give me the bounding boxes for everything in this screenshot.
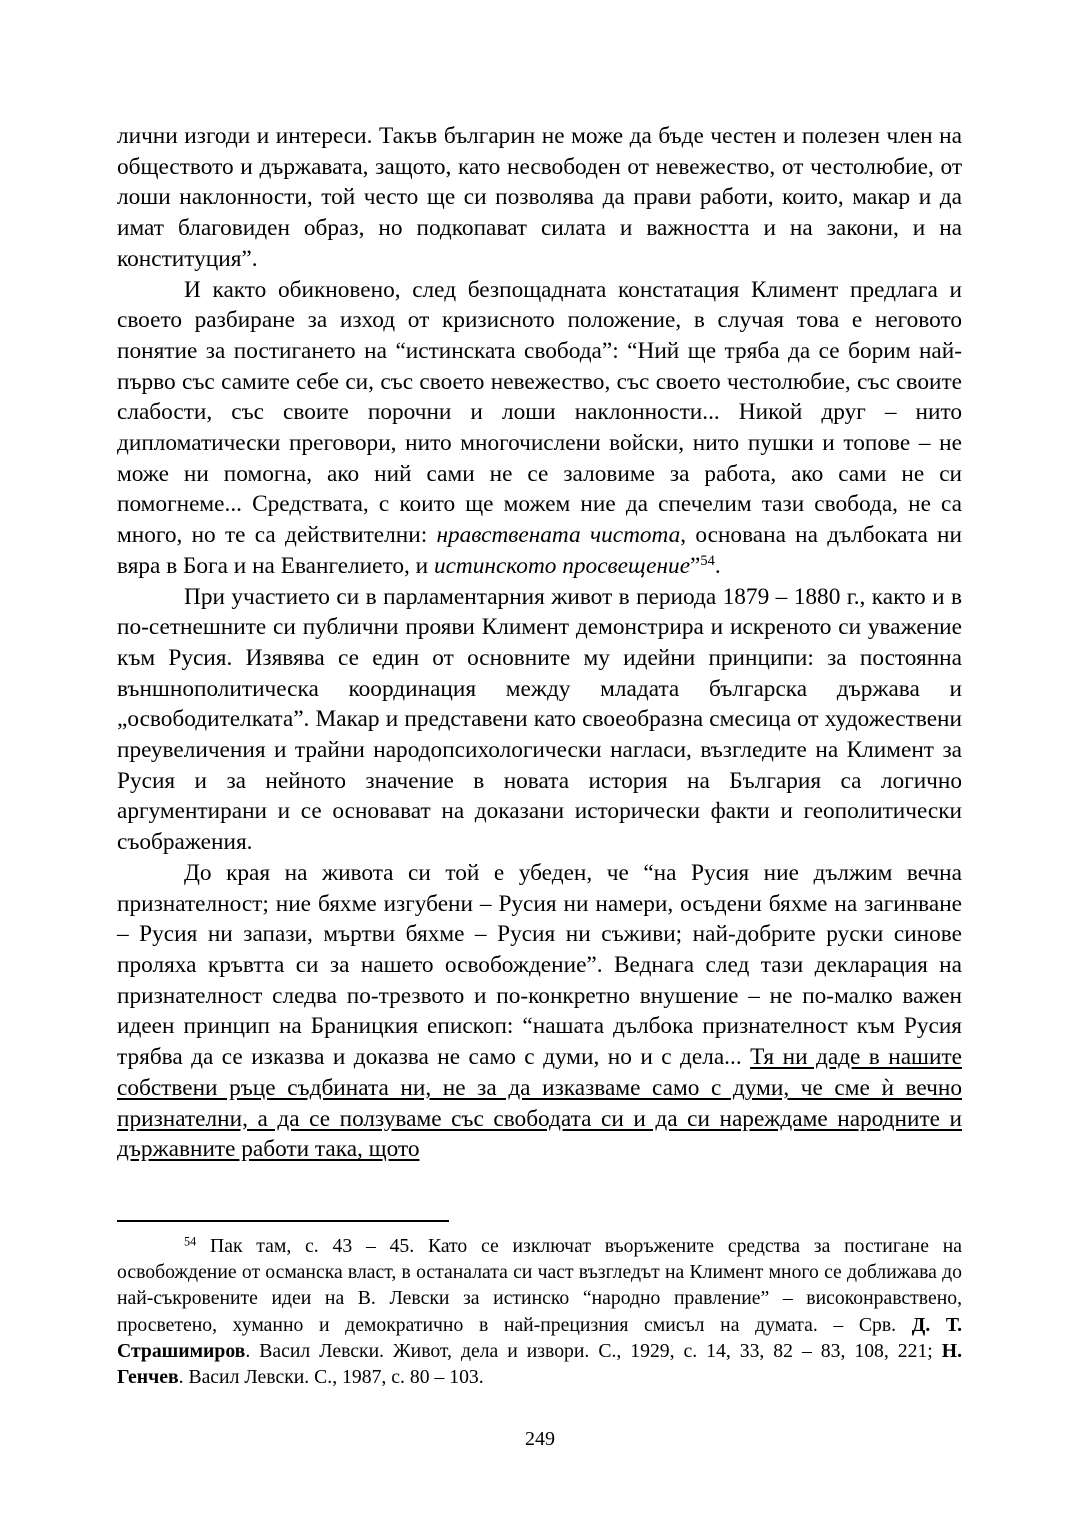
paragraph-1 [117, 121, 962, 275]
main-text [117, 121, 962, 1165]
paragraph-3-text: При участието си в парламентарния живот в периода 1879 – 1880 г., както и в по-сетнешните си публични прояви Климент демонстрира и искреното си уважение към Русия. Изявява се един от основните му идейни принципи: за постоянна външнополитическа координация между младата българска държава и „освободителката”. Макар и представени като своеобразна смесица от художествени преувеличения и трайни народопсихологически нагласи, възгледите на Климент за Русия и за нейното значение в новата история на България са логично аргументирани и се основават на доказани исторически факти и геополитически съображения. [117, 583, 962, 856]
paragraph-2-text: И както обикновено, след безпощадната констатация Климент предлага и своето разбиране за изход от кризисното положение, в случая това е неговото понятие за постигането на “истинската свобода”: “Ний ще тряба да се борим най-първо със самите себе си, със своето невежество, със своето честолюбие, със своите слабости, със своите порочни и лоши наклонности... Никой друг – нито дипломатически преговори, нито многочислени войски, нито пушки и топове – не може ни помогна, ако ний сами не се заловиме за работа, ако сами не си помогнеме... Средствата, с които ще можем ние да спечелим тази свобода, не са много, но те са действителни: [117, 276, 962, 549]
page-number: 249 [525, 1428, 555, 1450]
footnote-separator [117, 1220, 449, 1222]
paragraph-1-text: лични изгоди и интереси. Такъв българин не може да бъде честен и полезен член на обществото и държавата, защото, като несвободен от невежество, от честолюбие, от лоши наклонности, той често ще си позволява да прави работи, които, макар и да имат благовиден образ, но подкопават силата и важността и на закони, и на конституция”. [117, 123, 962, 272]
paragraph-2-close-quote: ” [690, 552, 701, 579]
paragraph-2-end: . [714, 552, 721, 579]
paragraph-2-middle: , основана на дълбоката ни вяра в Бога и на Евангелието, и [117, 522, 962, 579]
footnote-author-strashimirov: Д. Т. Страшимиров [117, 1313, 962, 1362]
emphasis-moral-purity: нравствената чистота [436, 522, 681, 549]
footnote-text-2: . Васил Левски. Живот, дела и извори. С., 1929, с. 14, 33, 82 – 83, 108, 221; [245, 1339, 942, 1362]
emphasis-true-enlightenment: истинското просвещение [433, 552, 691, 579]
footnote-text-3: . Васил Левски. С., 1987, с. 80 – 103. [178, 1366, 484, 1389]
footnote-number: 54 [184, 1234, 197, 1249]
underlined-quote: Тя ни даде в нашите собствени ръце съдбината ни, не за да изказваме само с думи, че сме ѝ вечно признателни, а да се ползуваме със свободата си и да си нареждаме народните и държавните работи така, щото [117, 1044, 962, 1163]
paragraph-2 [117, 275, 962, 582]
footnote-author-genchev: Н. Генчев [117, 1339, 962, 1389]
footnote [117, 1233, 962, 1390]
footnote-54 [117, 1233, 962, 1390]
footnote-text-1: Пак там, с. 43 – 45. Като се изключат въоръжените средства за постигане на освобождение от османска власт, в останалата си част възгледът на Климент много се доближава до най-съкровените идеи на В. Левски за истинско “народно правление” – високонравствено, просветено, хуманно и демократично в най-прецизния смисъл на думата. – Срв. [117, 1235, 962, 1336]
paragraph-3 [117, 582, 962, 858]
paragraph-4 [117, 858, 962, 1165]
footnote-reference[interactable]: 54 [700, 552, 715, 569]
paragraph-4-text: До края на живота си той е убеден, че “на Русия ние дължим вечна признателност; ние бяхме изгубени – Русия ни намери, осъдени бяхме на загинване – Русия ни запази, мъртви бяхме – Русия ни съживи; най-добрите руски синове проляха кръвтта си за нашето освобождение”. Веднага след тази декларация на признателност следва по-трезвото и по-конкретно внушение – не по-малко важен идеен принцип на Браницкия епископ: “нашата дълбока признателност към Русия трябва да се изказва и доказва не само с думи, но и с дела... [117, 859, 962, 1071]
